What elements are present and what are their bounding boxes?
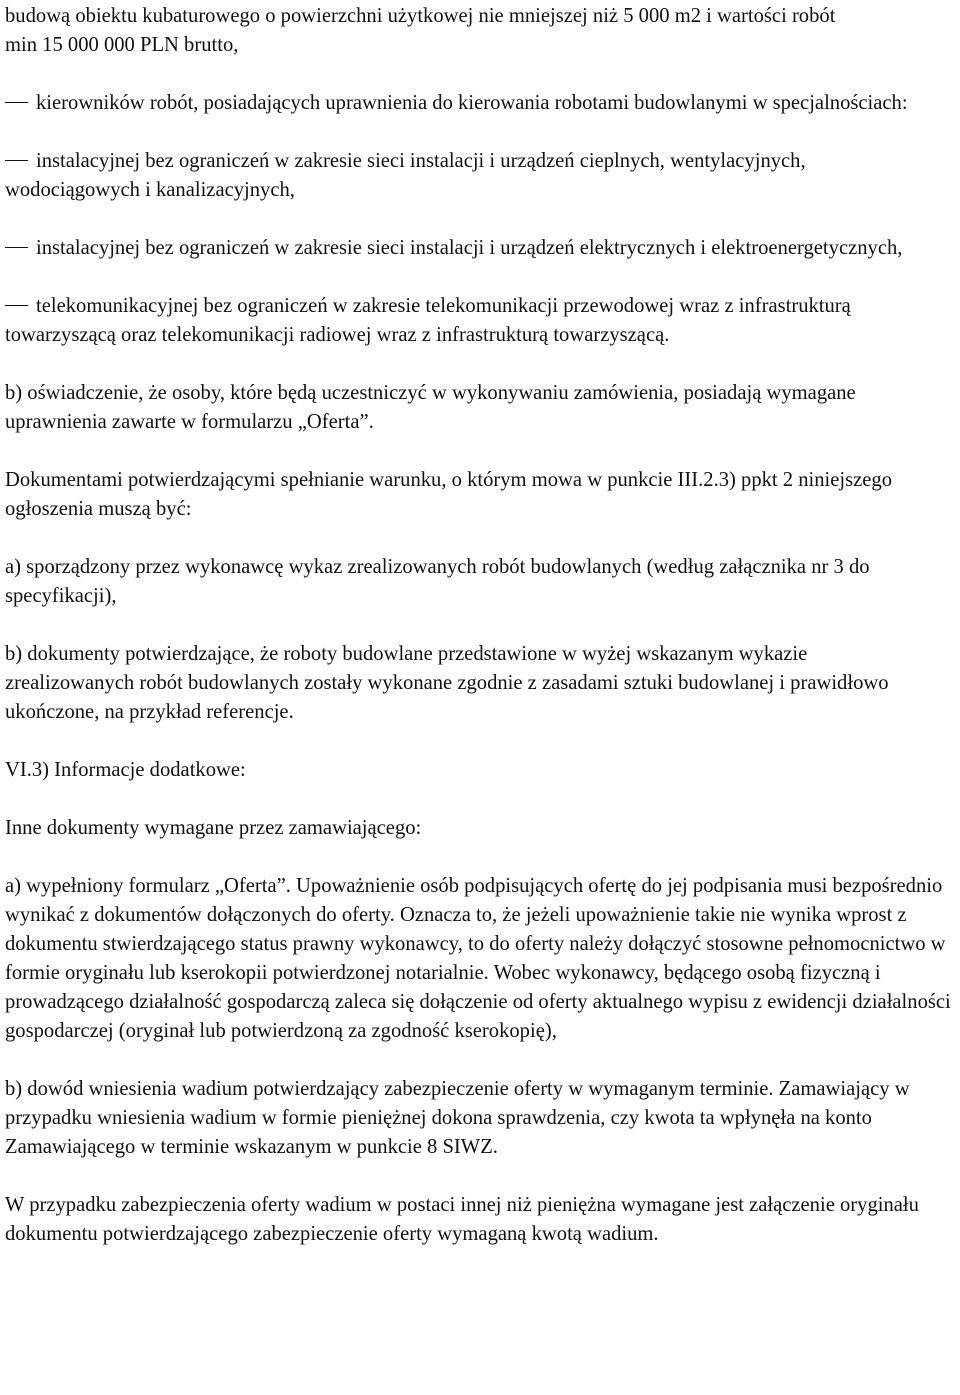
list-item-electrical-installations <box>5 234 950 263</box>
dash-icon <box>5 102 28 103</box>
list-item-text: kierowników robót, posiadających uprawnienia do kierowania robotami budowlanymi w specjalnościach: <box>36 92 908 114</box>
list-item-text: telekomunikacyjnej bez ograniczeń w zakresie telekomunikacji przewodowej wraz z infrastrukturą towarzyszącą oraz telekomunikacji radiowej wraz z infrastrukturą towarzyszącą. <box>5 295 851 346</box>
paragraph-works-list-a: a) sporządzony przez wykonawcę wykaz zrealizowanych robót budowlanych (według załącznika nr 3 do specyfikacji), <box>5 556 870 607</box>
document-page <box>0 2 960 1395</box>
paragraph-documents-b: b) dokumenty potwierdzające, że roboty budowlane przedstawione w wyżej wskazanym wykazie zrealizowanych robót budowlanych zostały wykonane zgodnie z zasadami sztuki budowlanej i prawidłowo ukończone, na przykład referencje. <box>5 643 889 723</box>
dash-icon <box>5 247 28 248</box>
paragraph-other-documents: Inne dokumenty wymagane przez zamawiającego: <box>5 817 422 839</box>
section-heading-additional-info: VI.3) Informacje dodatkowe: <box>5 759 246 781</box>
dash-icon <box>5 160 28 161</box>
list-item-text: instalacyjnej bez ograniczeń w zakresie sieci instalacji i urządzeń elektrycznych i elektroenergetycznych, <box>36 237 903 259</box>
paragraph-building-requirement: budową obiektu kubaturowego o powierzchni użytkowej nie mniejszej niż 5 000 m2 i wartości robót min 15 000 000 PLN brutto, <box>5 5 836 56</box>
list-item-text: instalacyjnej bez ograniczeń w zakresie sieci instalacji i urządzeń cieplnych, wentylacyjnych, wodociągowych i kanalizacyjnych, <box>5 150 806 201</box>
paragraph-deposit-proof-b: b) dowód wniesienia wadium potwierdzający zabezpieczenie oferty w wymaganym terminie. Zamawiający w przypadku wniesienia wadium w formie pieniężnej dokona sprawdzenia, czy kwota ta wpłynęła na konto Zamawiającego w terminie wskazanym w punkcie 8 SIWZ. <box>5 1078 910 1158</box>
paragraph-confirming-documents: Dokumentami potwierdzającymi spełnianie warunku, o którym mowa w punkcie III.2.3) ppkt 2 niniejszego ogłoszenia muszą być: <box>5 469 893 520</box>
list-item-heating-installations <box>5 147 825 205</box>
list-item-telecom-installations <box>5 292 910 350</box>
paragraph-statement-b: b) oświadczenie, że osoby, które będą uczestniczyć w wykonywaniu zamówienia, posiadają wymagane uprawnienia zawarte w formularzu „Oferta”. <box>5 382 856 433</box>
paragraph-offer-form-a: a) wypełniony formularz „Oferta”. Upoważnienie osób podpisujących ofertę do jej podpisania musi bezpośrednio wynikać z dokumentów dołączonych do oferty. Oznacza to, że jeżeli upoważnienie takie nie wynika wprost z dokumentu stwierdzającego status prawny wykonawcy, to do oferty należy dołączyć stosowne pełnomocnictwo w formie oryginału lub kserokopii potwierdzonej notarialnie. Wobec wykonawcy, będącego osobą fizyczną i prowadzącego działalność gospodarczą zaleca się dołączenie od oferty aktualnego wypisu z ewidencji działalności gospodarczej (oryginał lub potwierdzoną za zgodność kserokopię), <box>5 875 951 1042</box>
list-item-site-managers <box>5 89 940 118</box>
paragraph-deposit-other-form: W przypadku zabezpieczenia oferty wadium w postaci innej niż pieniężna wymagane jest załączenie oryginału dokumentu potwierdzającego zabezpieczenie oferty wymaganą kwotą wadium. <box>5 1194 919 1245</box>
dash-icon <box>5 305 28 306</box>
